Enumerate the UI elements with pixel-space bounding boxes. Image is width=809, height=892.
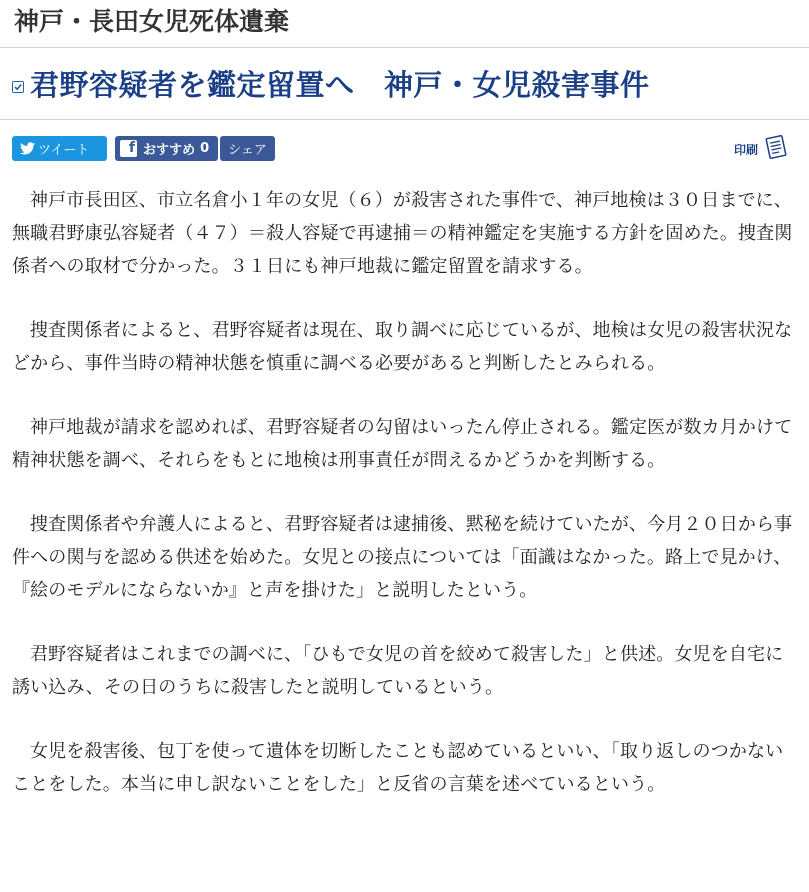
share-button[interactable] xyxy=(220,136,275,161)
article-paragraph: 捜査関係者や弁護人によると、君野容疑者は逮捕後、黙秘を続けていたが、今月２０日から事件への関与を認める供述を始めた。女児との接点については「面識はなかった。路上で見かけ、『絵のモデルにならないか』と声を掛けた」と説明したという。 xyxy=(12,514,793,601)
article-body xyxy=(0,184,809,801)
headline-bar xyxy=(0,48,809,120)
article-paragraph: 神戸地裁が請求を認めれば、君野容疑者の勾留はいったん停止される。鑑定医が数カ月かけて精神状態を調べ、それらをもとに地検は刑事責任が問えるかどうかを判断する。 xyxy=(12,417,793,471)
facebook-recommend-count: 0 xyxy=(200,140,210,156)
article-paragraph: 神戸市長田区、市立名倉小１年の女児（６）が殺害された事件で、神戸地検は３０日までに、無職君野康弘容疑者（４７）＝殺人容疑で再逮捕＝の精神鑑定を実施する方針を固めた。捜査関係者への取材で分かった。３１日にも神戸地裁に鑑定留置を請求する。 xyxy=(12,190,793,277)
article-paragraph: 女児を殺害後、包丁を使って遺体を切断したことも認めているといい、「取り返しのつかないことをした。本当に申し訳ないことをした」と反省の言葉を述べているという。 xyxy=(12,741,784,795)
print-button[interactable] xyxy=(734,134,789,164)
article-paragraph: 君野容疑者はこれまでの調べに、「ひもで女児の首を絞めて殺害した」と供述。女児を自宅に誘い込み、その日のうちに殺害したと説明しているという。 xyxy=(12,644,784,698)
tweet-label: ツイート xyxy=(38,142,90,158)
checkbox-icon xyxy=(12,81,24,93)
article-paragraph: 捜査関係者によると、君野容疑者は現在、取り調べに応じているが、地検は女児の殺害状況などから、事件当時の精神状態を慎重に調べる必要があると判断したとみられる。 xyxy=(12,320,793,374)
print-label: 印刷 xyxy=(733,142,758,157)
document-icon xyxy=(763,134,789,164)
category-title: 神戸・長田女児死体遺棄 xyxy=(0,0,809,48)
facebook-recommend-button[interactable] xyxy=(115,136,218,161)
share-label: シェア xyxy=(228,142,267,158)
article-headline: 君野容疑者を鑑定留置へ 神戸・女児殺害事件 xyxy=(30,68,650,102)
facebook-recommend-label: おすすめ xyxy=(143,142,196,158)
tweet-button[interactable] xyxy=(12,136,107,161)
facebook-f-icon: f xyxy=(120,140,137,157)
social-toolbar xyxy=(0,120,809,176)
twitter-bird-icon xyxy=(20,142,35,155)
